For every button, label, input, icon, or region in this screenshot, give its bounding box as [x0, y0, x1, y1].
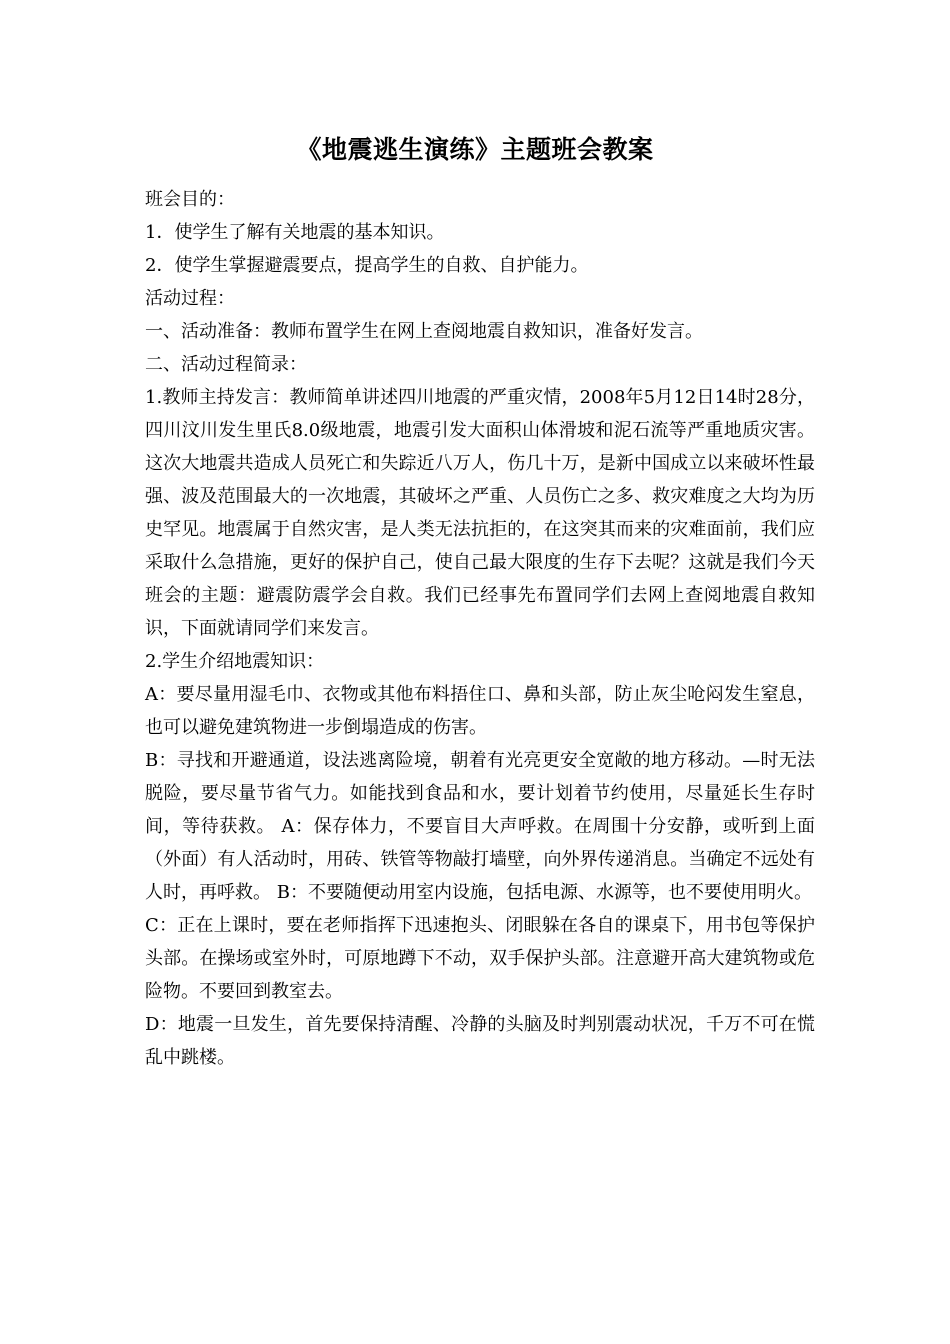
paragraph-process-heading: 活动过程：	[145, 288, 235, 309]
paragraph-item-d: D：地震一旦发生，首先要保持清醒、冷静的头脑及时判别震动状况，千万不可在慌乱中跳楼。	[145, 1014, 815, 1068]
paragraph-purpose-2: 2．使学生掌握避震要点，提高学生的自救、自护能力。	[145, 255, 589, 276]
paragraph-teacher-speech: 1.教师主持发言：教师简单讲述四川地震的严重灾情，2008年5月12日14时28分，四川汶川发生里氏8.0级地震，地震引发大面积山体滑坡和泥石流等严重地质灾害。这次大地震共造成人员死亡和失踪近八万人，伤几十万，是新中国成立以来破坏性最强、波及范围最大的一次地震，其破坏之严重、人员伤亡之多、救灾难度之大均为历史罕见。地震属于自然灾害，是人类无法抗拒的，在这突其而来的灾难面前，我们应采取什么急措施，更好的保护自己，使自己最大限度的生存下去呢？这就是我们今天班会的主题：避震防震学会自救。我们已经事先布置同学们去网上查阅地震自救知识，下面就请同学们来发言。	[145, 387, 815, 639]
paragraph-student-intro-heading: 2.学生介绍地震知识：	[145, 651, 325, 672]
paragraph-process-summary-heading: 二、活动过程简录：	[145, 354, 307, 375]
paragraph-purpose-1: 1．使学生了解有关地震的基本知识。	[145, 222, 445, 243]
document-title: 《地震逃生演练》主题班会教案	[296, 135, 654, 164]
paragraph-preparation: 一、活动准备：教师布置学生在网上查阅地震自救知识，准备好发言。	[145, 321, 703, 342]
paragraph-item-c: C：正在上课时，要在老师指挥下迅速抱头、闭眼躲在各自的课桌下，用书包等保护头部。在操场或室外时，可原地蹲下不动，双手保护头部。注意避开高大建筑物或危险物。不要回到教室去。	[145, 915, 815, 1002]
paragraph-item-a: A：要尽量用湿毛巾、衣物或其他布料捂住口、鼻和头部，防止灰尘呛闷发生窒息，也可以避免建筑物进一步倒塌造成的伤害。	[145, 684, 815, 738]
paragraph-item-b: B：寻找和开避通道，设法逃离险境，朝着有光亮更安全宽敞的地方移动。—时无法脱险，要尽量节省气力。如能找到食品和水，要计划着节约使用，尽量延长生存时间，等待获救。 A：保存体力，不要盲目大声呼救。在周围十分安静，或听到上面（外面）有人活动时，用砖、铁管等物敲打墙壁，向外界传递消息。当确定不远处有人时，再呼救。 B：不要随便动用室内设施，包括电源、水源等，也不要使用明火。	[145, 750, 815, 903]
paragraph-purpose-heading: 班会目的：	[145, 189, 235, 210]
document-body	[145, 183, 815, 1074]
